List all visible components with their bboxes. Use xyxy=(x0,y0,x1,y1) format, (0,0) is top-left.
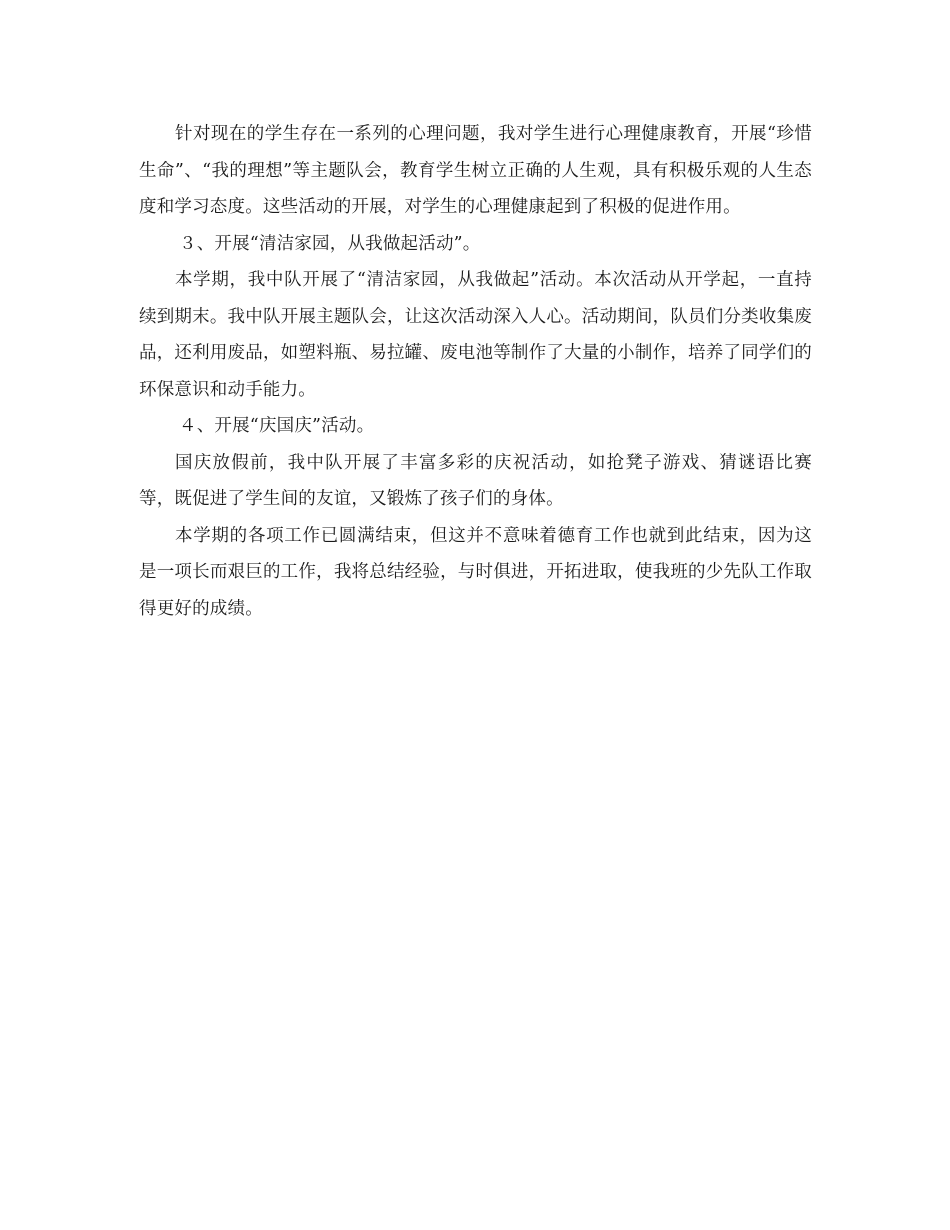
document-body xyxy=(139,116,812,627)
paragraph-national-day: 国庆放假前，我中队开展了丰富多彩的庆祝活动，如抢凳子游戏、猜谜语比赛等，既促进了学生间的友谊，又锻炼了孩子们的身体。 xyxy=(139,452,812,509)
paragraph-conclusion: 本学期的各项工作已圆满结束，但这并不意味着德育工作也就到此结束，因为这是一项长而艰巨的工作，我将总结经验，与时俱进，开拓进取，使我班的少先队工作取得更好的成绩。 xyxy=(139,525,812,619)
paragraph-mental-health: 针对现在的学生存在一系列的心理问题，我对学生进行心理健康教育，开展“珍惜生命”、“我的理想”等主题队会，教育学生树立正确的人生观，具有积极乐观的人生态度和学习态度。这些活动的开展，对学生的心理健康起到了积极的促进作用。 xyxy=(139,124,812,217)
paragraph-clean-home: 本学期，我中队开展了“清洁家园，从我做起”活动。本次活动从开学起，一直持续到期末。我中队开展主题队会，让这次活动深入人心。活动期间，队员们分类收集废品，还利用废品，如塑料瓶、易拉罐、废电池等制作了大量的小制作，培养了同学们的环保意识和动手能力。 xyxy=(139,270,812,400)
section-heading-3: ３、开展“清洁家园，从我做起活动”。 xyxy=(179,233,481,254)
section-heading-4: ４、开展“庆国庆”活动。 xyxy=(179,416,375,436)
